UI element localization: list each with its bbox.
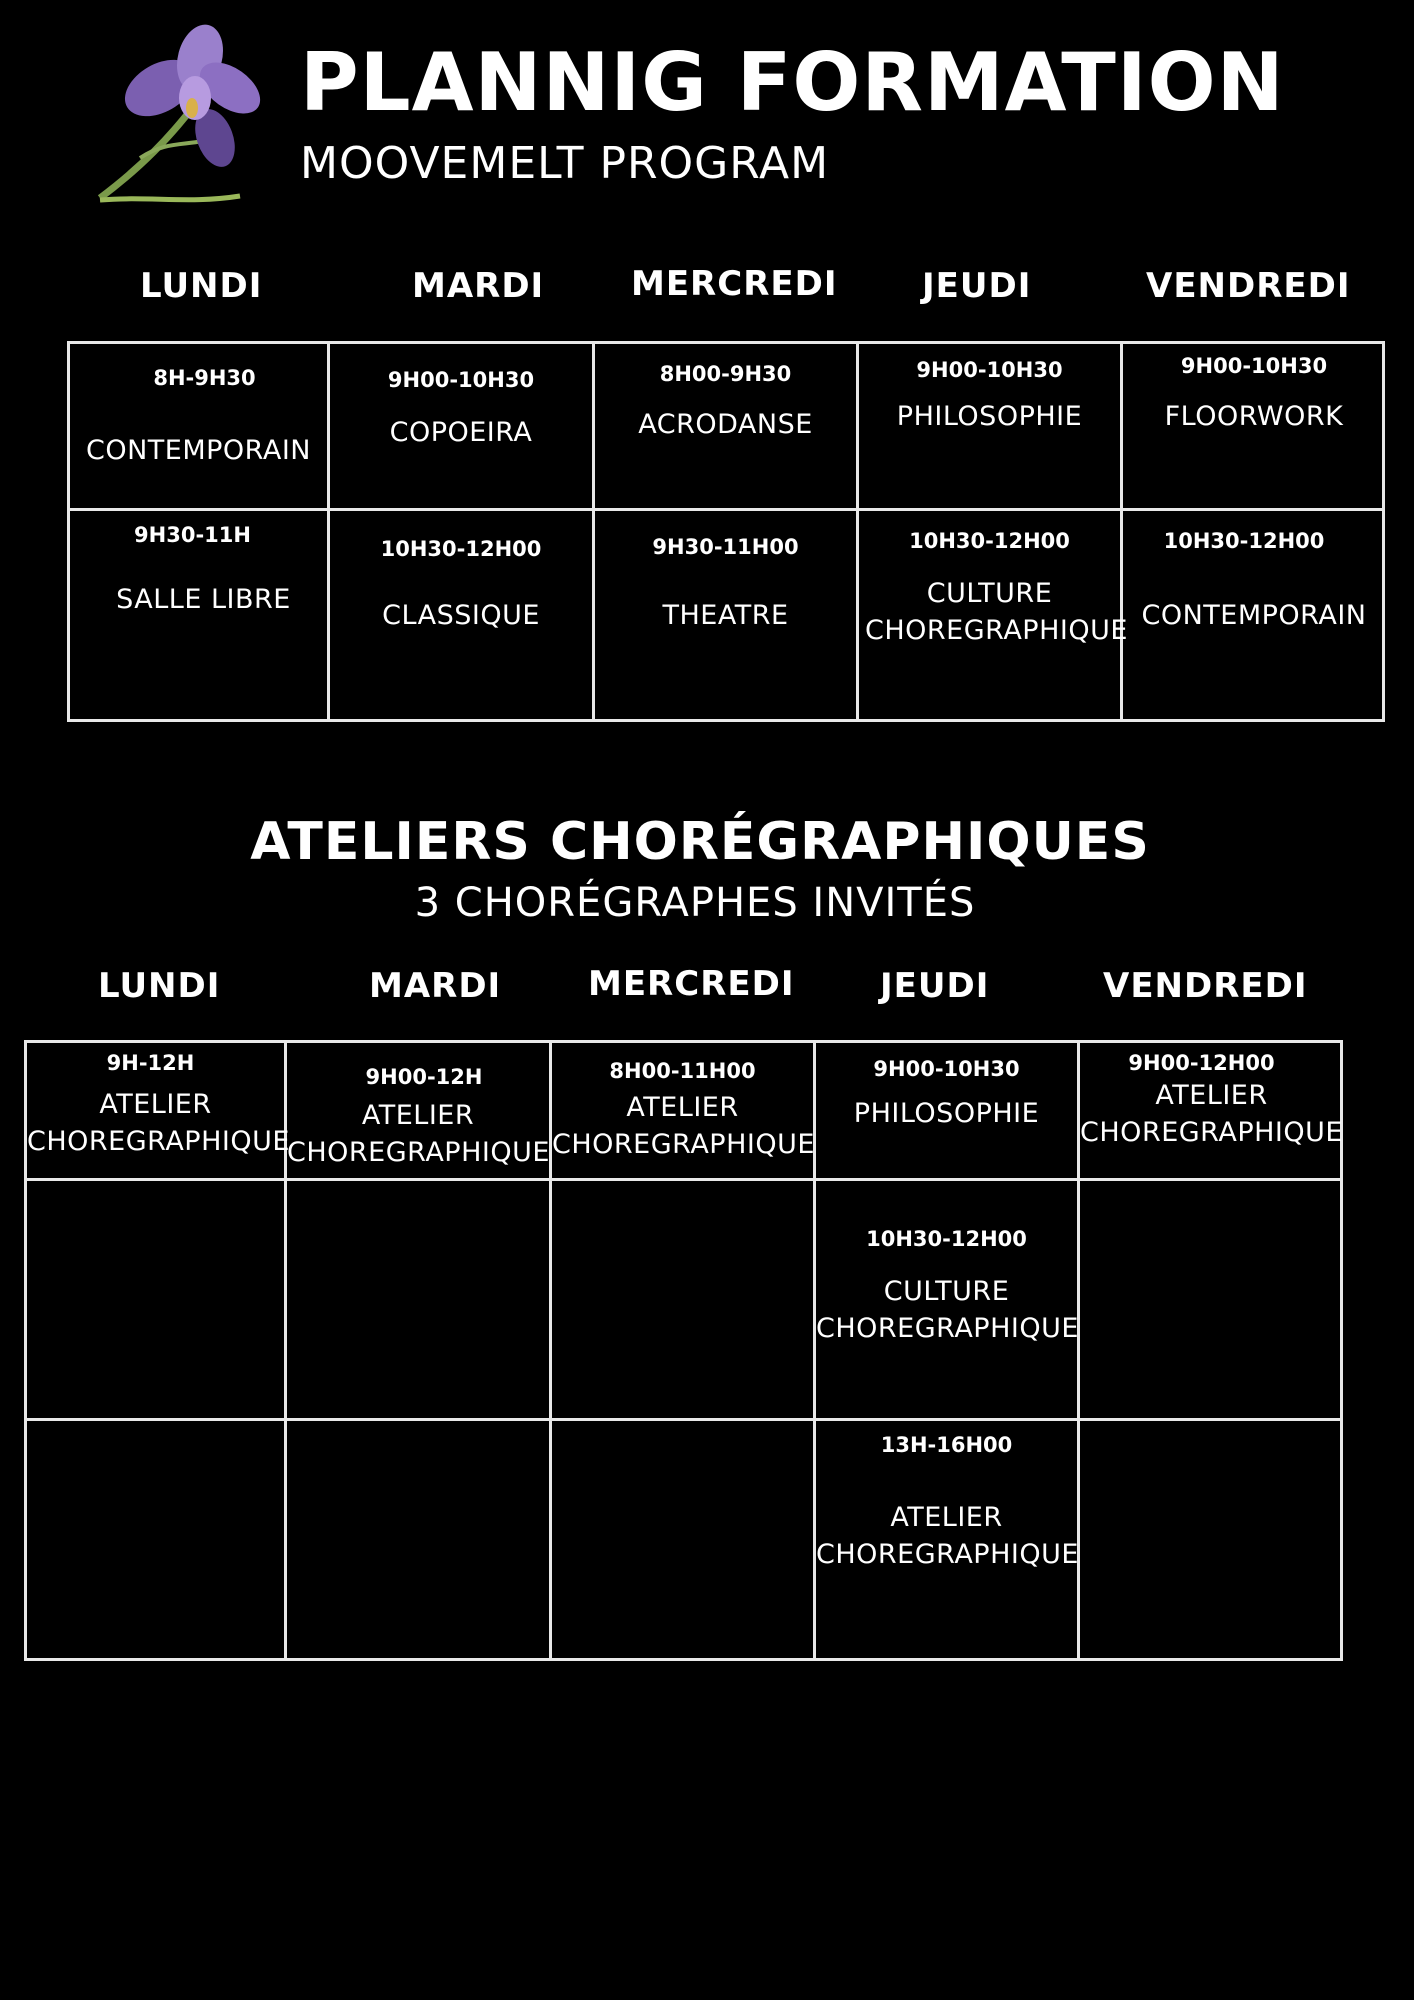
course-name: ATELIER CHOREGRAPHIQUE [27,1089,290,1157]
time-label: 9H00-10H30 [916,358,1063,382]
time-label: 13H-16H00 [880,1433,1013,1457]
course-name: ATELIER CHOREGRAPHIQUE [1080,1080,1343,1148]
course-name: CONTEMPORAIN [86,435,311,466]
formation-cell [1123,344,1385,511]
time-label: 9H00-10H30 [873,1057,1020,1081]
time-label: 9H30-11H [134,523,251,547]
time-label: 10H30-12H00 [866,1227,1027,1251]
formation-cell [859,511,1128,722]
atelier-cell-empty [552,1421,816,1661]
course-name: COPOEIRA [389,417,533,448]
time-label: 10H30-12H00 [909,529,1070,553]
atelier-cell [552,1043,816,1181]
atelier-cell [816,1421,1080,1661]
time-label: 9H00-12H [365,1065,483,1089]
atelier-cell-empty [287,1181,552,1421]
course-name: ATELIER CHOREGRAPHIQUE [552,1092,815,1160]
course-name: ACRODANSE [638,409,813,440]
course-name: PHILOSOPHIE [853,1098,1040,1129]
time-label: 10H30-12H00 [1163,529,1325,553]
course-name: CLASSIQUE [382,600,540,631]
atelier-cell [1080,1043,1343,1181]
time-label: 9H00-10H30 [1180,354,1328,378]
atelier-cell [816,1043,1080,1181]
atelier-cell-empty [287,1421,552,1661]
formation-cell [330,344,595,511]
formation-cell [595,511,859,722]
course-name: ATELIER CHOREGRAPHIQUE [816,1502,1079,1570]
ateliers-schedule-table [24,1040,1343,1661]
atelier-cell-empty [552,1181,816,1421]
time-label: 9H00-12H00 [1128,1051,1275,1075]
formation-cell [70,511,330,722]
atelier-cell [287,1043,552,1181]
course-name: ATELIER CHOREGRAPHIQUE [287,1100,550,1168]
time-label: 8H00-11H00 [609,1059,756,1083]
day-header-jeudi: JEUDI [922,266,1032,306]
atelier-cell-empty [1080,1181,1343,1421]
formation-cell [1123,511,1385,722]
formation-schedule-table [67,341,1385,722]
time-label: 9H-12H [106,1051,195,1075]
day-header-jeudi: JEUDI [880,966,990,1006]
course-name: CONTEMPORAIN [1141,600,1367,631]
course-name: CULTURE CHOREGRAPHIQUE [816,1276,1079,1344]
time-label: 9H00-10H30 [387,368,535,392]
section-subtitle: 3 CHORÉGRAPHES INVITÉS [414,880,976,926]
day-header-vendredi: VENDREDI [1103,966,1308,1006]
formation-cell [595,344,859,511]
course-name: THEATRE [662,600,789,631]
day-header-mercredi: MERCREDI [588,964,795,1004]
day-header-lundi: LUNDI [98,966,221,1006]
course-name: PHILOSOPHIE [896,401,1083,432]
formation-cell [330,511,595,722]
course-name: FLOORWORK [1164,401,1344,432]
atelier-cell-empty [27,1181,287,1421]
formation-cell [859,344,1123,511]
day-header-mardi: MARDI [412,266,545,306]
course-name: CULTURE CHOREGRAPHIQUE [865,578,1128,646]
section-title: ATELIERS CHORÉGRAPHIQUES [250,812,1150,872]
day-header-lundi: LUNDI [140,266,263,306]
course-name: SALLE LIBRE [116,584,291,615]
day-header-mardi: MARDI [369,966,502,1006]
atelier-cell [816,1181,1080,1421]
formation-cell [70,344,330,511]
time-label: 8H-9H30 [153,366,256,390]
day-header-mercredi: MERCREDI [631,264,838,304]
time-label: 10H30-12H00 [380,537,542,561]
time-label: 8H00-9H30 [659,362,792,386]
day-header-vendredi: VENDREDI [1146,266,1351,306]
atelier-cell-empty [1080,1421,1343,1661]
time-label: 9H30-11H00 [652,535,799,559]
atelier-cell-empty [27,1421,287,1661]
iris-flower-icon [80,18,280,208]
atelier-cell [27,1043,290,1181]
page-subtitle: MOOVEMELT PROGRAM [300,138,830,189]
page-title: PLANNIG FORMATION [300,36,1285,129]
